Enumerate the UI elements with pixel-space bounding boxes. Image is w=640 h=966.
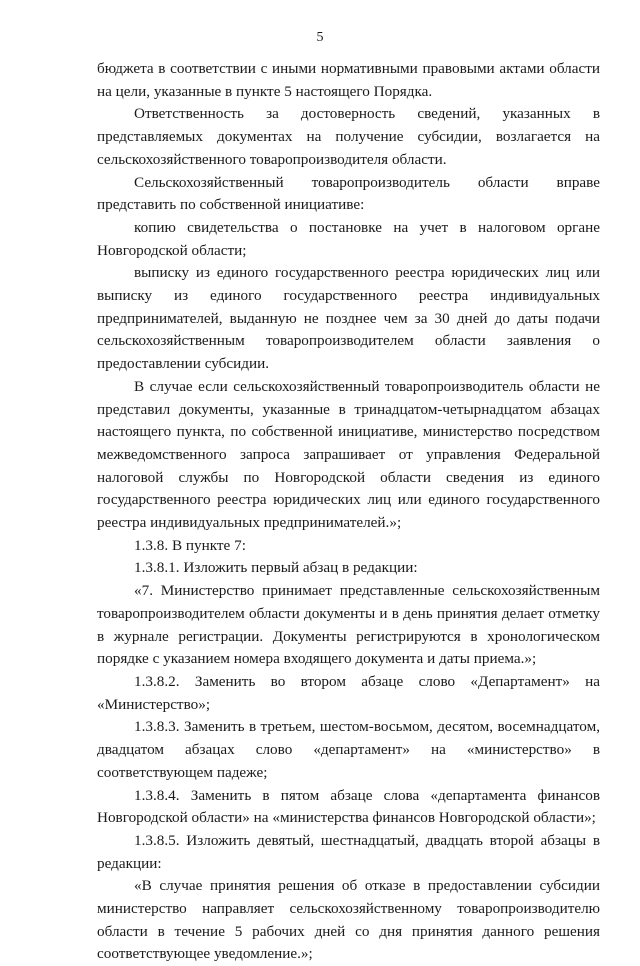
paragraph: 1.3.8.3. Заменить в третьем, шестом-восьмом, десятом, восемнадцатом, двадцатом абзацах слово «департамент» на «министерство» в соответствующем падеже; (97, 718, 600, 781)
paragraph: бюджета в соответствии с иными нормативными правовыми актами области на цели, указанные в пункте 5 настоящего Порядка. (97, 60, 600, 100)
paragraph: выписку из единого государственного реестра юридических лиц или выписку из единого государственного реестра индивидуальных предпринимателей, выданную не позднее чем за 30 дней до даты подачи сельскохозяйственным товаропроизводителем области заявления о предоставлении субсидии. (97, 264, 600, 373)
paragraph: 1.3.8.4. Заменить в пятом абзаце слова «департамента финансов Новгородской области» на «министерства финансов Новгородской области»; (97, 786, 600, 827)
paragraph: 1.3.8.1. Изложить первый абзац в редакции: (134, 559, 418, 577)
paragraph: Ответственность за достоверность сведений, указанных в представляемых документах на получение субсидии, возлагается на сельскохозяйственного товаропроизводителя области. (97, 105, 600, 168)
paragraph: Сельскохозяйственный товаропроизводитель области вправе представить по собственной инициативе: (97, 173, 600, 214)
paragraph: копию свидетельства о постановке на учет в налоговом органе Новгородской области; (97, 218, 600, 259)
paragraph: 1.3.8.2. Заменить во втором абзаце слово «Департамент» на «Министерство»; (97, 672, 600, 713)
document-body (97, 58, 600, 966)
paragraph: «7. Министерство принимает представленные сельскохозяйственным товаропроизводителем области документы и в день принятия делает отметку в журнале регистрации. Документы регистрируются в хронологическом порядке с указанием номера входящего документа и даты приема.»; (97, 582, 600, 668)
page-number: 5 (316, 30, 324, 45)
paragraph: 1.3.8.5. Изложить девятый, шестнадцатый, двадцать второй абзацы в редакции: (97, 831, 600, 872)
paragraph: 1.3.8. В пункте 7: (134, 536, 246, 554)
paragraph: «В случае принятия решения об отказе в предоставлении субсидии министерство направляет сельскохозяйственному товаропроизводителю области в течение 5 рабочих дней со дня принятия данного решения соответствующее уведомление.»; (97, 877, 600, 963)
paragraph: В случае если сельскохозяйственный товаропроизводитель области не представил документы, указанные в тринадцатом-четырнадцатом абзацах настоящего пункта, по собственной инициативе, министерство посредством межведомственного запроса запрашивает от управления Федеральной налоговой службы по Новгородской области сведения из единого государственного реестра юридических лиц или единого государственного реестра индивидуальных предпринимателей.»; (97, 377, 600, 532)
